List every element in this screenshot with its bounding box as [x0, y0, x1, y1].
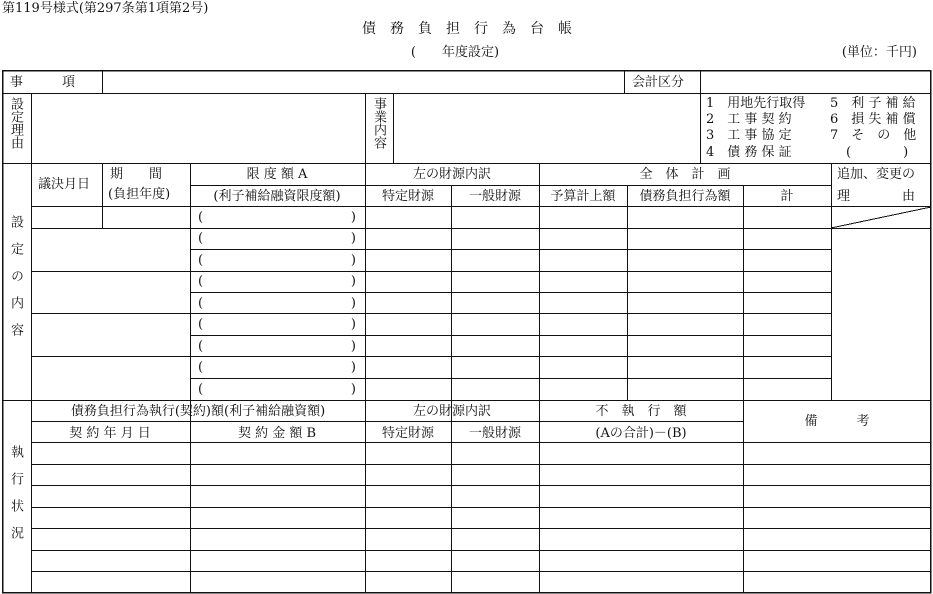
limit-paren-row [198, 232, 356, 245]
item-label: 事 項 [10, 75, 76, 90]
paren-open: ( [198, 253, 204, 268]
paren-close: ) [350, 253, 356, 268]
category-2: 2 工 事 契 約 [706, 112, 792, 127]
col-unexecuted: 不 執 行 額 [595, 404, 687, 419]
paren-close: ) [350, 296, 356, 311]
category-4: 4 債 務 保 証 [706, 145, 792, 160]
col-period-sub: (負担年度) [108, 187, 171, 202]
col-unexecuted-sub: (Aの合計)－(B) [595, 426, 687, 441]
execution-side-label: 執行状況 [8, 445, 23, 553]
paren-open: ( [198, 382, 204, 397]
paren-close: ) [350, 382, 356, 397]
paren-close: ) [350, 274, 356, 289]
limit-paren-row [198, 340, 356, 353]
col-limit-sub: (利子補給融資限度額) [213, 189, 341, 204]
limit-paren-row [198, 275, 356, 288]
limit-paren-row [198, 211, 356, 224]
paren-close: ) [350, 317, 356, 332]
ledger-title: 債 務 負 担 行 為 台 帳 [362, 21, 572, 37]
limit-paren-row [198, 383, 356, 396]
limit-paren-row [198, 318, 356, 331]
col-limit: 限 度 額 A [246, 167, 308, 182]
paren-close: ) [350, 339, 356, 354]
category-8: ( ) [846, 145, 909, 160]
accounting-label: 会計区分 [632, 75, 685, 90]
paren-open: ( [198, 274, 204, 289]
col-debt-amount: 債務負担行為額 [639, 189, 731, 204]
limit-paren-row [198, 361, 356, 374]
paren-open: ( [198, 317, 204, 332]
category-7: 7 そ の 他 [830, 128, 917, 143]
paren-open: ( [198, 296, 204, 311]
col-period: 期 間 [110, 167, 163, 182]
col-overall-plan: 全 体 計 画 [639, 167, 731, 182]
paren-open: ( [198, 360, 204, 375]
settings-side-label: 設定の内容 [8, 215, 23, 350]
form-number: 第119号様式(第297条第1項第2号) [2, 1, 209, 16]
col-specific: 特定財源 [381, 189, 435, 204]
paren-open: ( [198, 210, 204, 225]
col-change-reason-1: 追加、変更の [837, 167, 916, 182]
col-contract-date: 契 約 年 月 日 [69, 426, 151, 441]
category-5: 5 利 子 補 給 [830, 96, 916, 111]
exec-general: 一般財源 [468, 426, 522, 441]
exec-specific: 特定財源 [381, 426, 435, 441]
paren-open: ( [198, 231, 204, 246]
reason-label: 設定理由 [8, 97, 23, 149]
category-3: 3 工 事 協 定 [706, 128, 792, 143]
limit-paren-row [198, 297, 356, 310]
col-remarks: 備 考 [804, 414, 870, 429]
paren-close: ) [350, 210, 356, 225]
col-total: 計 [780, 189, 794, 204]
category-1: 1 用地先行取得 [706, 96, 806, 111]
paren-close: ) [350, 360, 356, 375]
col-change-reason-2: 理 由 [837, 189, 916, 204]
col-resolution-date: 議決月日 [38, 177, 91, 192]
year-setting: ( 年度設定) [410, 45, 500, 60]
unit-label: (単位：千円) [841, 45, 917, 60]
limit-paren-row [198, 254, 356, 267]
paren-open: ( [198, 339, 204, 354]
paren-close: ) [350, 231, 356, 246]
project-label: 事業内容 [371, 97, 386, 149]
col-general: 一般財源 [468, 189, 522, 204]
col-budget: 予算計上額 [550, 189, 616, 204]
exec-fund-breakdown: 左の財源内訳 [412, 404, 492, 419]
category-6: 6 損 失 補 償 [830, 112, 916, 127]
col-exec-amount: 債務負担行為執行(契約)額(利子補給融資額) [70, 404, 326, 419]
col-contract-amount: 契 約 金 額 B [237, 426, 317, 441]
col-fund-breakdown: 左の財源内訳 [412, 167, 492, 182]
